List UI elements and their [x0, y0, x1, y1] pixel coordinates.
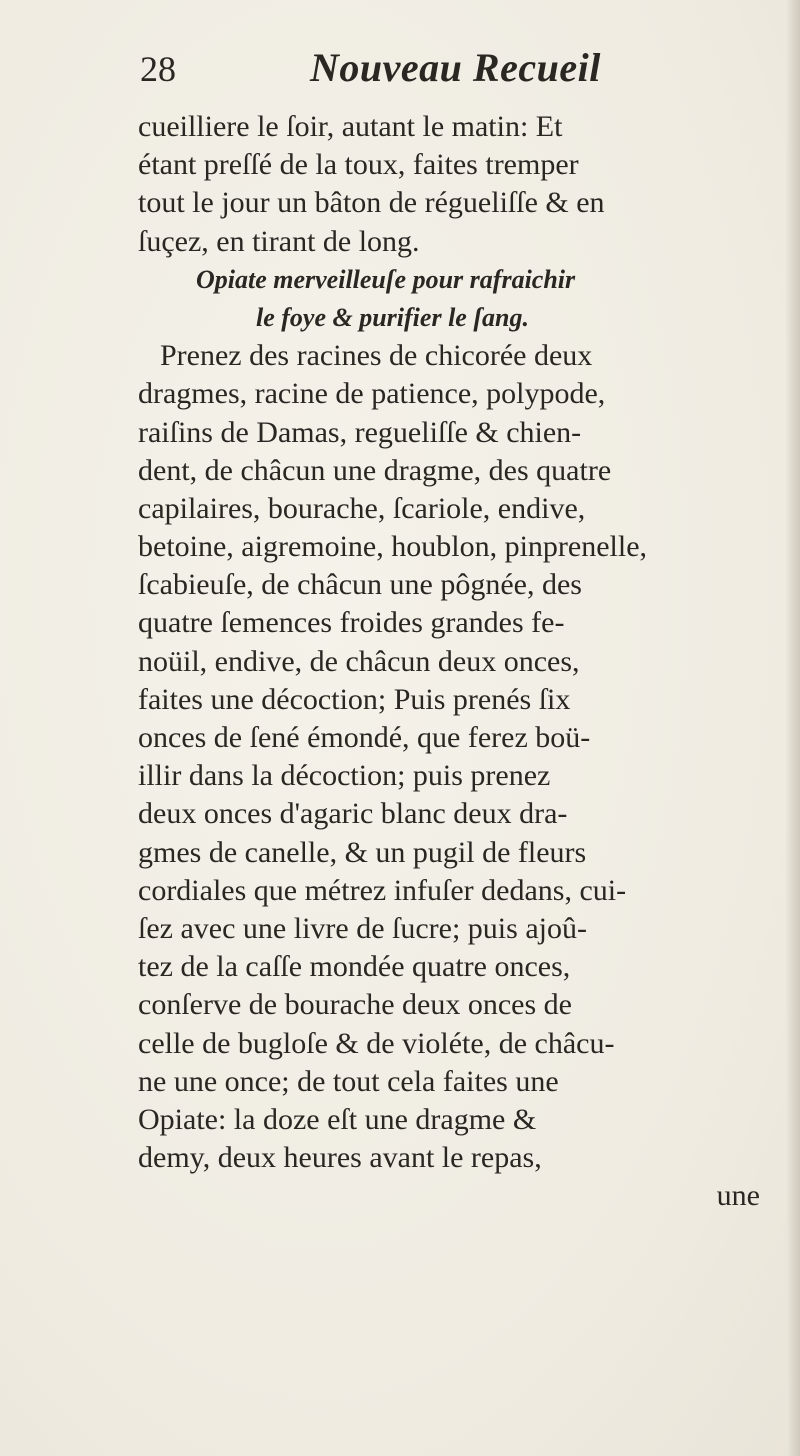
page-edge	[786, 0, 800, 1456]
text-line: betoine, aigremoine, houblon, pinprenelle,	[138, 530, 648, 564]
text-line: ne une once; de tout cela faites une	[138, 1064, 559, 1098]
text-line: illir dans la décoction; puis prenez	[138, 759, 551, 793]
catchword: une	[716, 1179, 760, 1213]
text-line: capilaires, bourache, ſcariole, endive,	[138, 491, 586, 525]
page-number: 28	[140, 49, 176, 89]
text-line: dragmes, racine de patience, polypode,	[138, 377, 606, 411]
text-line: quatre ſemences froides grandes fe-	[138, 606, 565, 640]
recipe-heading: le foye & purifier le ſang.	[256, 302, 529, 332]
text-line: gmes de canelle, & un pugil de fleurs	[138, 835, 587, 869]
text-line: raiſins de Damas, regueliſſe & chien-	[138, 415, 582, 449]
text-line: étant preſſé de la toux, faites tremper	[138, 148, 579, 182]
text-line: tez de la caſſe mondée quatre onces,	[138, 950, 571, 984]
text-line: onces de ſené émondé, que ferez boü-	[138, 721, 591, 754]
text-line: deux onces d'agaric blanc deux dra-	[138, 797, 568, 831]
text-line: Opiate: la doze eſt une dragme &	[138, 1102, 537, 1136]
text-line: celle de bugloſe & de violéte, de châcu-	[138, 1026, 615, 1060]
page-header	[140, 40, 700, 100]
recipe-heading: Opiate merveilleuſe pour rafraichir	[196, 264, 576, 294]
running-title: Nouveau Recueil	[310, 45, 601, 90]
text-line: tout le jour un bâton de régueliſſe & en	[138, 186, 605, 220]
text-line: dent, de châcun une dragme, des quatre	[138, 453, 612, 487]
text-line: noüil, endive, de châcun deux onces,	[138, 644, 580, 678]
text-line: ſcabieuſe, de châcun une pôgnée, des	[138, 568, 582, 602]
text-line: Prenez des racines de chicorée deux	[160, 339, 593, 373]
text-line: conſerve de bourache deux onces de	[138, 988, 572, 1022]
text-line: cueilliere le ſoir, autant le matin: Et	[138, 110, 563, 143]
text-line: cordiales que métrez infuſer dedans, cui-	[138, 873, 627, 907]
body-text	[138, 108, 778, 1215]
text-line: faites une décoction; Puis prenés ſix	[138, 682, 571, 716]
text-line: demy, deux heures avant le repas,	[138, 1141, 542, 1175]
text-line: ſuçez, en tirant de long.	[138, 224, 420, 258]
text-line: ſez avec une livre de ſucre; puis ajoû-	[138, 911, 587, 945]
